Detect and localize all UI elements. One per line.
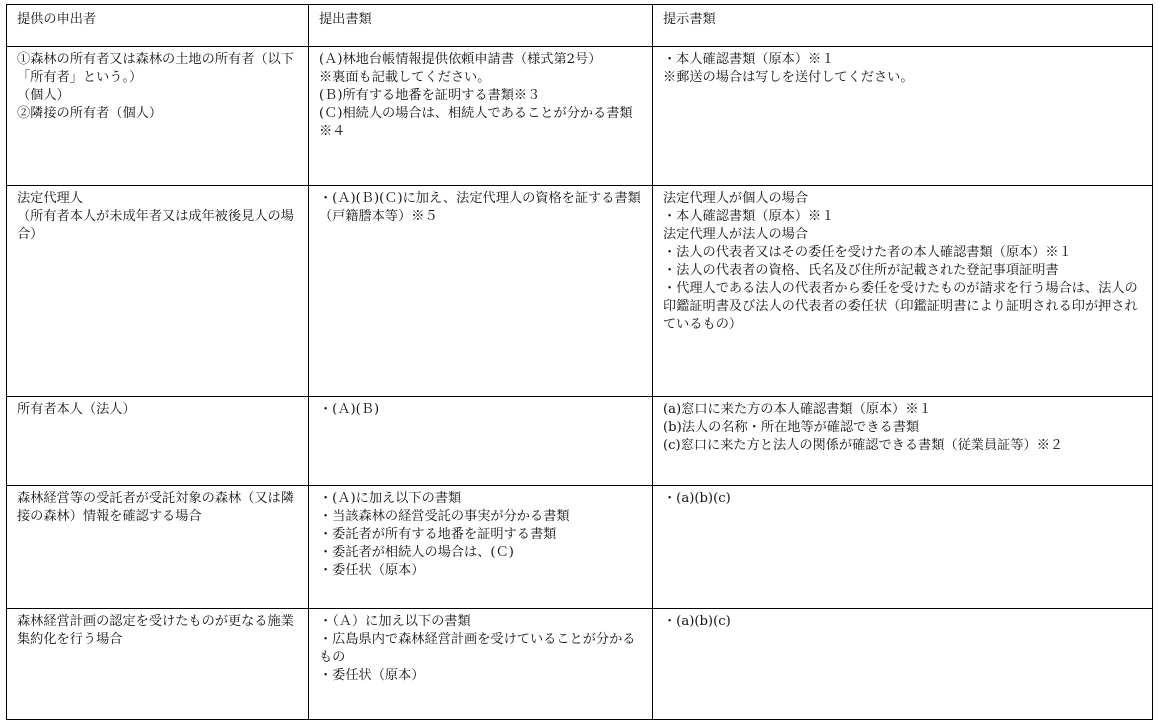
present-cell: ・本人確認書類（原本）※１ ※郵送の場合は写しを送付してください。 <box>653 47 1153 186</box>
table-row <box>7 47 1153 186</box>
present-cell: ・(a)(b)(c) <box>653 486 1153 609</box>
submit-cell: ・(Ａ)に加え以下の書類 ・当該森林の経営受託の事実が分かる書類 ・委託者が所有する地番を証明する書類 ・委託者が相続人の場合は、(Ｃ) ・委任状（原本） <box>309 486 653 609</box>
header-presented-documents: 提示書類 <box>653 5 1153 47</box>
applicant-cell: 森林経営等の受託者が受託対象の森林（又は隣接の森林）情報を確認する場合 <box>7 486 309 609</box>
submit-cell: ・（Ａ）に加え以下の書類 ・広島県内で森林経営計画を受けていることが分かるもの ・委任状（原本） <box>309 609 653 720</box>
applicant-cell: 所有者本人（法人） <box>7 397 309 486</box>
submit-cell: ・(Ａ)(Ｂ) <box>309 397 653 486</box>
applicant-cell: 法定代理人 （所有者本人が未成年者又は成年被後見人の場合） <box>7 186 309 397</box>
table-header-row <box>7 5 1153 47</box>
submit-cell: ・(Ａ)(Ｂ)(Ｃ)に加え、法定代理人の資格を証する書類（戸籍謄本等）※５ <box>309 186 653 397</box>
header-applicant: 提供の申出者 <box>7 5 309 47</box>
applicant-cell: 森林経営計画の認定を受けたものが更なる施業集約化を行う場合 <box>7 609 309 720</box>
present-cell: ・(a)(b)(c) <box>653 609 1153 720</box>
table-row <box>7 609 1153 720</box>
present-cell: 法定代理人が個人の場合 ・本人確認書類（原本）※１ 法定代理人が法人の場合 ・法人の代表者又はその委任を受けた者の本人確認書類（原本）※１ ・法人の代表者の資格、氏名及び住所が記載された登記事項証明書 ・代理人である法人の代表者から委任を受けたものが請求を行う場合は、法人の印鑑証明書及び法人の代表者の委任状（印鑑証明書により証明される印が押されているもの） <box>653 186 1153 397</box>
submit-cell: (Ａ)林地台帳情報提供依頼申請書（様式第2号） ※裏面も記載してください。 (Ｂ)所有する地番を証明する書類※３ (Ｃ)相続人の場合は、相続人であることが分かる書類※４ <box>309 47 653 186</box>
header-submitted-documents: 提出書類 <box>309 5 653 47</box>
present-cell: (a)窓口に来た方の本人確認書類（原本）※１ (b)法人の名称・所在地等が確認できる書類 (c)窓口に来た方と法人の関係が確認できる書類（従業員証等）※２ <box>653 397 1153 486</box>
requirements-table <box>6 4 1153 720</box>
table-row <box>7 186 1153 397</box>
table-row <box>7 486 1153 609</box>
applicant-cell: ①森林の所有者又は森林の土地の所有者（以下「所有者」という。） （個人） ②隣接の所有者（個人） <box>7 47 309 186</box>
table-row <box>7 397 1153 486</box>
